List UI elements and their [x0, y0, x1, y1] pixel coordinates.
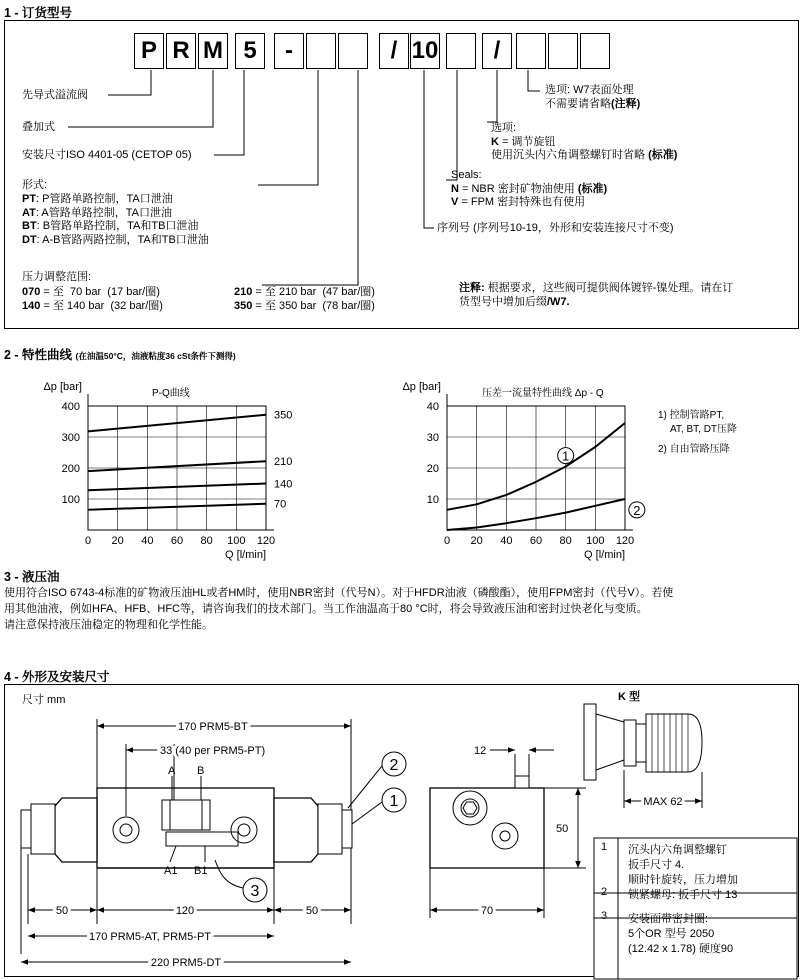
port-b: B — [197, 765, 205, 777]
chart-title: P-Q曲线 — [152, 388, 190, 399]
form-list — [22, 193, 209, 247]
x-tick-label: 20 — [470, 535, 483, 547]
option-k: 选项: K = 调节旋钮 使用沉头内六角调整螺钉时省略 (标准) — [491, 122, 678, 161]
series-end-label: 210 — [274, 456, 293, 469]
dim-12: 12 — [474, 745, 487, 757]
legend-row-number: 2 — [601, 886, 608, 898]
x-tick-label: 100 — [227, 535, 246, 547]
dim-50-left: 50 — [55, 905, 69, 917]
y-tick-label: 100 — [61, 494, 80, 506]
x-axis-label: Q [l/min] — [584, 549, 625, 561]
series-marker-label: 1 — [562, 448, 570, 464]
series-end-label: 70 — [274, 498, 287, 511]
code-cell: / — [379, 33, 409, 69]
pq-chart — [0, 362, 400, 562]
legend-row-text: 扳手尺寸 4. — [628, 859, 685, 871]
dim-70: 70 — [480, 905, 494, 917]
legend-entry: 1) 控制管路PT, — [658, 410, 725, 421]
x-tick-label: 0 — [443, 535, 451, 547]
option-w7: 选项: W7表面处理 不需要请省略(注释) — [545, 84, 641, 110]
form-item: AT: A管路单路控制，TA口泄油 — [22, 206, 172, 219]
x-tick-label: 60 — [170, 535, 184, 547]
legend-row-text: 5个OR 型号 2050 — [628, 928, 715, 940]
seals: Seals: N = NBR 密封矿物油使用 (标准) V = FPM 密封特殊也有使用 — [451, 169, 608, 208]
ordering-code-connectors — [0, 0, 800, 330]
serial-number: 序列号 (序列号10-19，外形和安装连接尺寸不变) — [437, 222, 674, 234]
x-tick-label: 40 — [141, 535, 154, 547]
x-tick-label: 20 — [111, 535, 124, 547]
dim-170-bt: 170 PRM5-BT — [178, 721, 248, 733]
dim-max62: MAX 62 — [643, 796, 683, 808]
legend-entry: 2) 自由管路压降 — [658, 444, 730, 455]
series-end-label: 350 — [274, 409, 293, 422]
code-cell: - — [274, 33, 304, 69]
section-2-title: 2 - 特性曲线 (在油温50°C，油液粘度36 cSt条件下测得) — [4, 348, 236, 362]
code-cell: R — [166, 33, 196, 69]
hydraulic-fluid-text: 使用符合ISO 6743-4标准的矿物液压油HL或者HM时，使用NBR密封（代号N）。对于HFDR油液（磷酸酯），使用FPM密封（代号V）。若使 用其他油液，例如HFA、HFB、HFC等，请咨询我们的技术部门。当工作油温高于80 °C时，将会导致液压油和密封过快老化与变质。 请注意保持液压油稳定的物理和化学性能。 — [4, 587, 674, 631]
legend-row-text: 安装面带密封圈: — [628, 913, 709, 925]
x-tick-label: 120 — [615, 535, 635, 547]
y-tick-label: 20 — [426, 463, 439, 475]
port-b1: B1 — [194, 865, 208, 877]
y-axis-label: Δp [bar] — [402, 381, 441, 393]
note: 注释: 根据要求，这些阀可提供阀体镀锌-镍处理。请在订 货型号中增加后缀/W7. — [459, 282, 734, 308]
x-tick-label: 100 — [586, 535, 605, 547]
legend-row-text: 顺时针旋转，压力增加 — [628, 874, 738, 886]
series-marker-label: 2 — [633, 502, 641, 518]
chart-title: 压差一流量特性曲线 Δp - Q — [482, 388, 604, 399]
section-1-title: 1 - 订货型号 — [4, 6, 73, 20]
legend-row-number: 3 — [601, 910, 608, 922]
y-tick-label: 30 — [426, 432, 439, 444]
callout-1: 1 — [389, 793, 399, 810]
code-cell: 10 — [410, 33, 440, 69]
dim-170-at: 170 PRM5-AT, PRM5-PT — [88, 931, 212, 943]
dim-220-dt: 220 PRM5-DT — [150, 957, 222, 969]
x-tick-label: 80 — [559, 535, 572, 547]
callout-2: 2 — [389, 757, 399, 774]
y-axis-label: Δp [bar] — [43, 381, 82, 393]
label-sandwich: 叠加式 — [22, 121, 55, 133]
dim-50-vertical: 50 — [556, 823, 569, 835]
pressure-list-left: 070 = 至 70 bar (17 bar/圈) 140 = 至 140 bar (32 bar/圈) — [22, 286, 163, 312]
section-4-title: 4 - 外形及安装尺寸 — [4, 670, 110, 684]
legend-row-text: 锁紧螺母: 扳手尺寸 13 — [628, 889, 738, 901]
pressure-list-right: 210 = 至 210 bar (47 bar/圈) 350 = 至 350 bar (78 bar/圈) — [234, 286, 375, 312]
dim-50-right: 50 — [305, 905, 319, 917]
code-cell: M — [198, 33, 228, 69]
y-tick-label: 400 — [61, 401, 80, 413]
port-a1: A1 — [164, 865, 178, 877]
form-item: PT: P管路单路控制，TA口泄油 — [22, 193, 173, 205]
y-tick-label: 10 — [426, 494, 439, 506]
callout-3: 3 — [250, 883, 260, 900]
y-tick-label: 300 — [61, 432, 80, 444]
section-3-title: 3 - 液压油 — [4, 570, 60, 584]
k-type-title: K 型 — [618, 691, 640, 703]
x-axis-label: Q [l/min] — [225, 549, 266, 561]
port-a: A — [168, 765, 176, 777]
series-end-label: 140 — [274, 478, 293, 491]
x-tick-label: 0 — [84, 535, 92, 547]
code-cell: 5 — [235, 33, 265, 69]
legend-row-text: (12.42 x 1.78) 硬度90 — [628, 943, 734, 955]
x-tick-label: 120 — [256, 535, 276, 547]
x-tick-label: 60 — [529, 535, 543, 547]
x-tick-label: 80 — [200, 535, 213, 547]
code-cell: / — [482, 33, 512, 69]
dim-120: 120 — [175, 905, 195, 917]
legend-row-text: 沉头内六角调整螺钉 — [628, 844, 727, 856]
label-pilot: 先导式溢流阀 — [22, 89, 88, 101]
code-cell: P — [134, 33, 164, 69]
form-item: DT: A-B管路两路控制，TA和TB口泄油 — [22, 233, 209, 246]
form-item: BT: B管路单路控制，TA和TB口泄油 — [22, 220, 199, 232]
dp-q-chart — [400, 362, 800, 562]
y-tick-label: 200 — [61, 463, 80, 475]
label-pressure-title: 压力调整范围: — [22, 271, 92, 283]
label-mounting: 安装尺寸ISO 4401-05 (CETOP 05) — [22, 149, 192, 161]
dim-33: 33 (40 per PRM5-PT) — [160, 745, 266, 757]
x-tick-label: 40 — [500, 535, 513, 547]
legend-entry: AT, BT, DT压降 — [670, 424, 738, 435]
unit-label: 尺寸 mm — [22, 694, 66, 706]
label-form-title: 形式: — [22, 179, 48, 191]
y-tick-label: 40 — [426, 401, 439, 413]
legend-row-number: 1 — [601, 841, 608, 853]
